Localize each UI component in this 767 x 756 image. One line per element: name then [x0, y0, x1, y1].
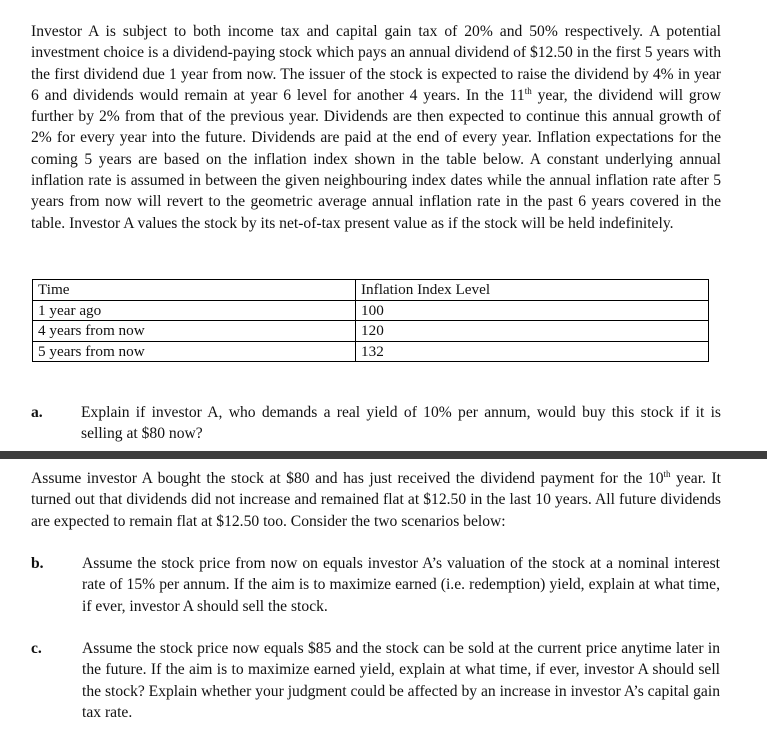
table-header-row — [33, 280, 709, 301]
intro-paragraph — [31, 21, 721, 234]
question-c-text: Assume the stock price now equals $85 and the stock can be sold at the current price anytime later in the future. If the aim is to maximize earned yield, explain at what time, if ever, investor A should sell the stock? Explain whether your judgment could be affected by an increase in investor A’s capital gain tax rate. — [82, 640, 720, 721]
table-cell-index: 132 — [356, 341, 709, 362]
table-cell-time: 5 years from now — [33, 341, 356, 362]
intro-superscript: th — [524, 85, 532, 96]
table-row — [33, 341, 709, 362]
question-b-label: b. — [31, 555, 44, 572]
table-row — [33, 300, 709, 321]
question-a-text: Explain if investor A, who demands a real yield of 10% per annum, would buy this stock if it is selling at $80 now? — [81, 404, 721, 443]
question-b — [31, 553, 731, 619]
scenario-text-part1: Assume investor A bought the stock at $80 and has just received the dividend payment for the 10 — [31, 470, 664, 487]
question-c-label: c. — [31, 640, 42, 657]
question-b-text: Assume the stock price from now on equals investor A’s valuation of the stock at a nominal interest rate of 15% per annum. If the aim is to maximize earned (i.e. redemption) yield, explain at what time, if ever, investor A should sell the stock. — [82, 555, 720, 615]
section-divider — [0, 451, 767, 459]
table-cell-time: 1 year ago — [33, 300, 356, 321]
question-a-label: a. — [31, 404, 43, 421]
table-header-time: Time — [33, 280, 356, 301]
inflation-index-table — [32, 279, 709, 362]
table-cell-index: 120 — [356, 321, 709, 342]
table-row — [33, 321, 709, 342]
scenario-superscript: th — [663, 469, 671, 479]
question-c — [31, 638, 731, 726]
question-a — [31, 402, 731, 446]
scenario-text-part2: year. It turned out that dividends did not increase and remained flat at $12.50 in the last 10 years. All future dividends are expected to remain flat at $12.50 too. Consider the two scenarios below: — [31, 470, 721, 530]
table-cell-time: 4 years from now — [33, 321, 356, 342]
intro-text-part2: year, the dividend will grow further by 2% from that of the previous year. Dividends are then expected to continue this annual growth of 2% for every year into the future. Dividends are paid at the end of every year. Inflation expectations for the coming 5 years are based on the inflation index shown in the table below. A constant underlying annual inflation rate is assumed in between the given neighbouring index dates while the annual inflation rate after 5 years from now will revert to the geometric average annual inflation rate in the past 6 years covered in the table. Investor A values the stock by its net-of-tax present value as if the stock will be held indefinitely. — [31, 86, 721, 232]
table-cell-index: 100 — [356, 300, 709, 321]
intro-text-part1: Investor A is subject to both income tax and capital gain tax of 20% and 50% respectively. A potential investment choice is a dividend-paying stock which pays an annual dividend of $12.50 in the first 5 years with the first dividend due 1 year from now. The issuer of the stock is expected to raise the dividend by 4% in year 6 and dividends would remain at year 6 level for another 4 years. In the 11 — [31, 23, 721, 104]
table-header-index: Inflation Index Level — [356, 280, 709, 301]
scenario-paragraph — [31, 468, 721, 532]
